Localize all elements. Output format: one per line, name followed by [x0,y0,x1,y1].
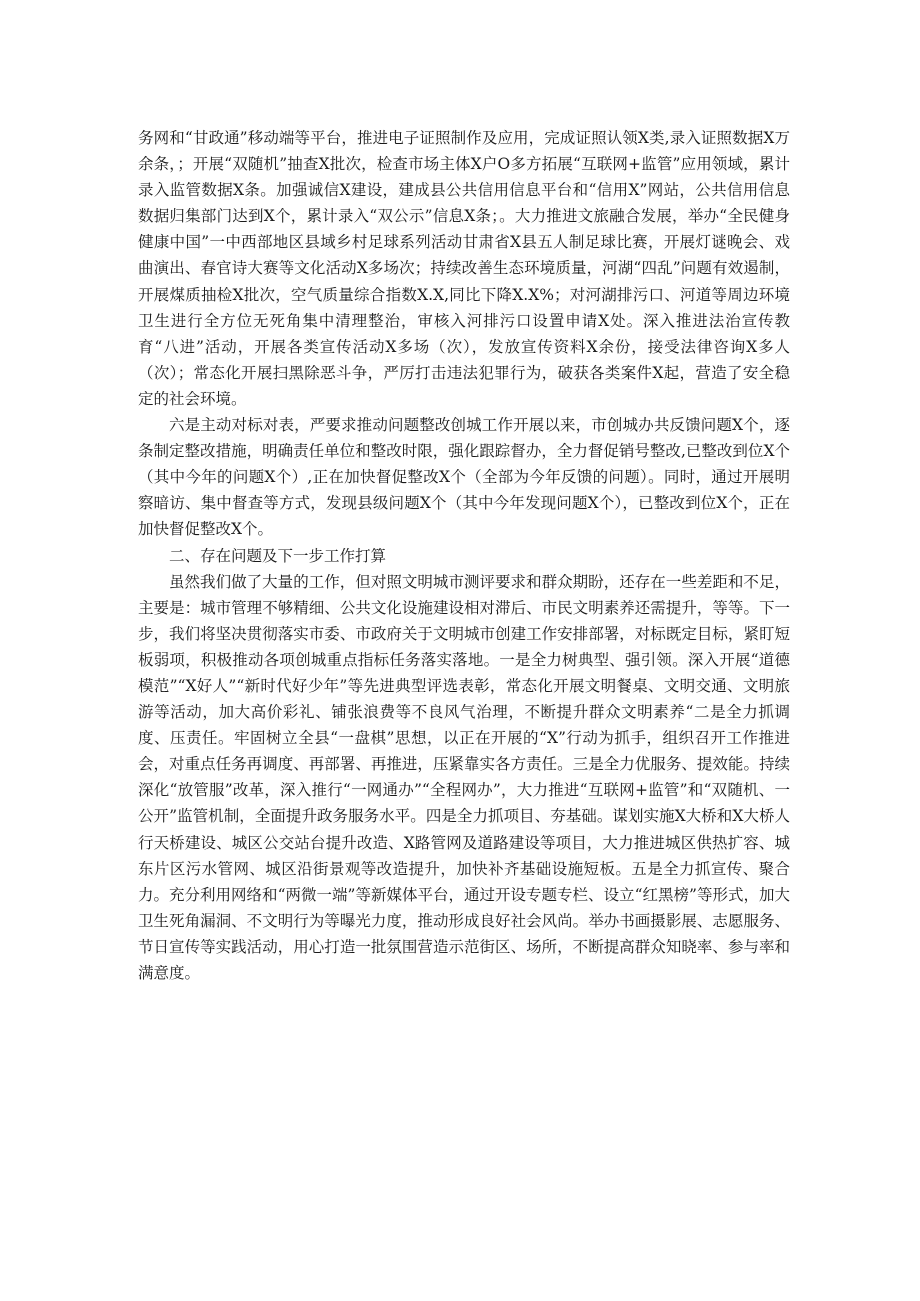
paragraph-body-2: 六是主动对标对表，严要求推动问题整改创城工作开展以来，市创城办共反馈问题X个，逐条制定整改措施，明确责任单位和整改时限，强化跟踪督办，全力督促销号整改,已整改到位X个（其中今年的问题X个）,正在加快督促整改X个（全部为今年反馈的问题）。同时，通过开展明察暗访、集中督查等方式，发现县级问题X个（其中今年发现问题X个），已整改到位X个，正在加快督促整改X个。 [138,416,790,539]
paragraph-body-1: 务网和“甘政通”移动端等平台，推进电子证照制作及应用，完成证照认领X类,录入证照数据X万余条，；开展“双随机”抽查X批次，检查市场主体X户O多方拓展“互联网+监管”应用领域，累计录入监管数据X条。加强诚信X建设，建成县公共信用信息平台和“信用X”网站，公共信用信息数据归集部门达到X个，累计录入“双公示”信息X条；。大力推进文旅融合发展，举办“全民健身健康中国”一中西部地区县域乡村足球系列活动甘肃省X县五人制足球比赛，开展灯谜晚会、戏曲演出、春官诗大赛等文化活动X多场次；持续改善生态环境质量，河湖“四乱”问题有效遏制，开展煤质抽检X批次，空气质量综合指数X.X,同比下降X.X%；对河湖排污口、河道等周边环境卫生进行全方位无死角集中清理整治，审核入河排污口设置申请X处。深入推进法治宣传教育“八进”活动，开展各类宣传活动X多场（次），发放宣传资料X余份，接受法律咨询X多人（次）；常态化开展扫黑除恶斗争，严厉打击违法犯罪行为，破获各类案件X起，营造了安全稳定的社会环境。 [138,129,790,408]
document-body [138,125,790,986]
paragraph-body-3: 虽然我们做了大量的工作，但对照文明城市测评要求和群众期盼，还存在一些差距和不足，主要是：城市管理不够精细、公共文化设施建设相对滞后、市民文明素养还需提升，等等。下一步，我们将坚决贯彻落实市委、市政府关于文明城市创建工作安排部署，对标既定目标，紧盯短板弱项，积极推动各项创城重点指标任务落实落地。一是全力树典型、强引领。深入开展“道德模范”“X好人”“新时代好少年”等先进典型评选表彰，常态化开展文明餐桌、文明交通、文明旅游等活动，加大高价彩礼、铺张浪费等不良风气治理，不断提升群众文明素养“二是全力抓调度、压责任。牢固树立全县“一盘棋”思想，以正在开展的“X”行动为抓手，组织召开工作推进会，对重点任务再调度、再部署、再推进，压紧靠实各方责任。三是全力优服务、提效能。持续深化“放管服”改革，深入推行“一网通办”“全程网办”，大力推进“互联网+监管”和“双随机、一公开”监管机制，全面提升政务服务水平。四是全力抓项目、夯基础。谋划实施X大桥和X大桥人行天桥建设、城区公交站台提升改造、X路管网及道路建设等项目，大力推进城区供热扩容、城东片区污水管网、城区沿街景观等改造提升，加快补齐基础设施短板。五是全力抓宣传、聚合力。充分利用网络和“两微一端”等新媒体平台，通过开设专题专栏、设立“红黑榜”等形式，加大卫生死角漏洞、不文明行为等曝光力度，推动形成良好社会风尚。举办书画摄影展、志愿服务、节日宣传等实践活动，用心打造一批氛围营造示范街区、场所，不断提高群众知晓率、参与率和满意度。 [138,572,790,982]
section-heading-2: 二、存在问题及下一步工作打算 [169,546,387,565]
